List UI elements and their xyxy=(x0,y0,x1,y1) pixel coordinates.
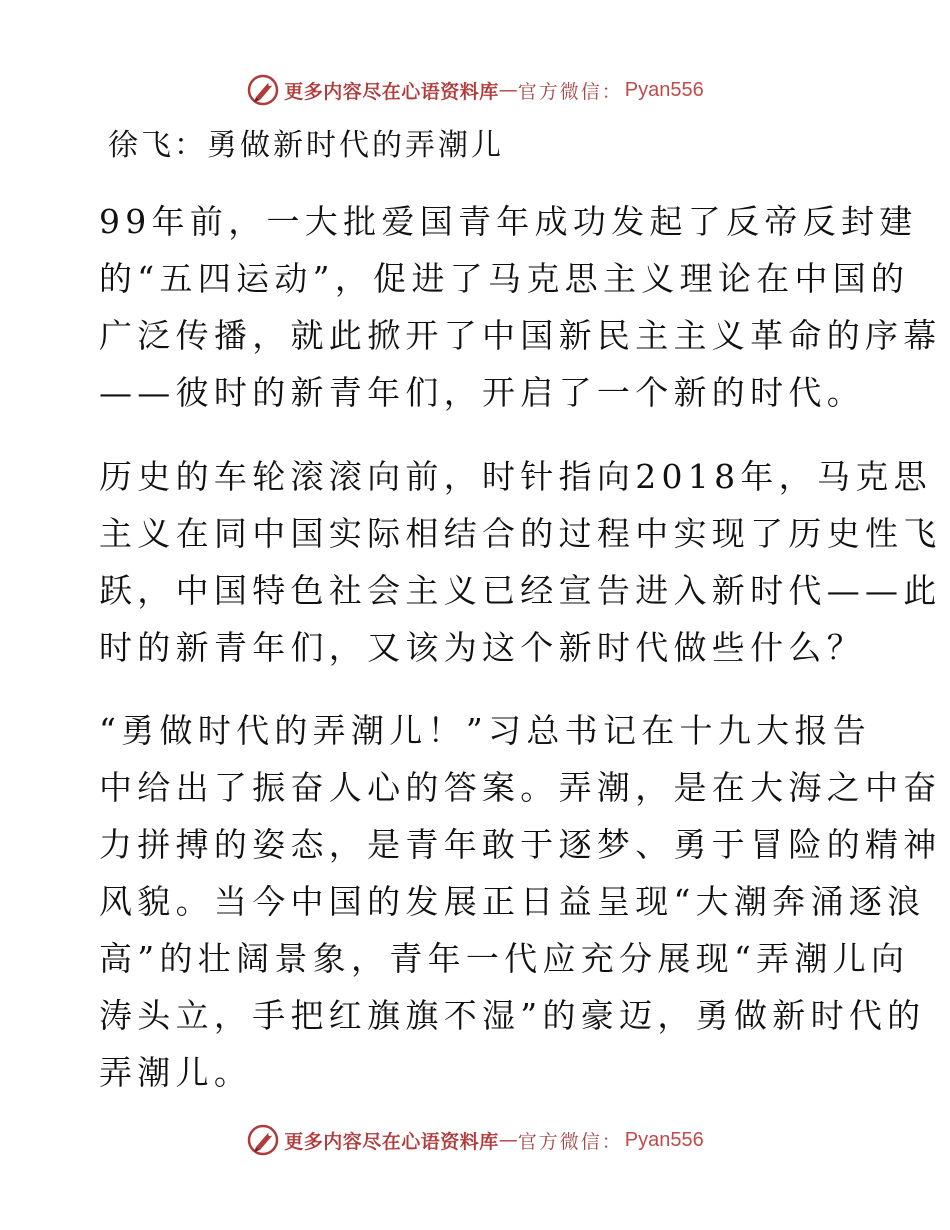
header-watermark xyxy=(0,70,950,110)
paragraph-1 xyxy=(99,193,942,421)
pen-logo-icon xyxy=(246,1123,280,1157)
paragraph-line: 历史的车轮滚滚向前，时针指向2018年，马克思 xyxy=(99,457,932,496)
watermark-wechat-id: Pyan556 xyxy=(624,78,704,101)
paragraph-line: 主义在同中国实际相结合的过程中实现了历史性飞 xyxy=(99,514,942,553)
watermark-main-text: 更多内容尽在心语资料库 xyxy=(284,1130,499,1153)
watermark-official-label: 官方微信 xyxy=(517,1130,602,1153)
footer-watermark xyxy=(0,1120,950,1160)
paragraph-line: 弄潮儿。 xyxy=(99,1053,253,1092)
watermark-dash: — xyxy=(498,1129,518,1151)
paragraph-line: 的“五四运动”，促进了马克思主义理论在中国的 xyxy=(99,259,910,298)
paragraph-3 xyxy=(99,702,942,1101)
watermark-colon: ： xyxy=(601,80,621,103)
pen-logo-icon xyxy=(246,73,280,107)
watermark-colon: ： xyxy=(601,1130,621,1153)
paragraph-line: 跃，中国特色社会主义已经宣告进入新时代——此 xyxy=(99,571,942,610)
paragraph-line: 涛头立，手把红旗旗不湿”的豪迈，勇做新时代的 xyxy=(99,996,926,1035)
paragraph-line: 中给出了振奋人心的答案。弄潮，是在大海之中奋 xyxy=(99,768,942,807)
paragraph-line: 99年前，一大批爱国青年成功发起了反帝反封建 xyxy=(99,202,918,241)
paragraph-line: 高”的壮阔景象，青年一代应充分展现“弄潮儿向 xyxy=(99,939,910,978)
watermark-main-text: 更多内容尽在心语资料库 xyxy=(284,80,499,103)
watermark-official-label: 官方微信 xyxy=(517,80,602,103)
document-title: 徐飞：勇做新时代的弄潮儿 xyxy=(108,128,504,163)
watermark-wechat-id: Pyan556 xyxy=(624,1128,704,1151)
paragraph-line: 时的新青年们，又该为这个新时代做些什么？ xyxy=(99,628,865,667)
paragraph-line: “勇做时代的弄潮儿！”习总书记在十九大报告 xyxy=(99,711,872,750)
paragraph-line: ——彼时的新青年们，开启了一个新的时代。 xyxy=(99,373,865,412)
watermark-dash: — xyxy=(498,79,518,101)
paragraph-2 xyxy=(99,448,942,676)
paragraph-line: 力拼搏的姿态，是青年敢于逐梦、勇于冒险的精神 xyxy=(99,825,942,864)
paragraph-line: 风貌。当今中国的发展正日益呈现“大潮奔涌逐浪 xyxy=(99,882,926,921)
paragraph-line: 广泛传播，就此掀开了中国新民主主义革命的序幕 xyxy=(99,316,942,355)
